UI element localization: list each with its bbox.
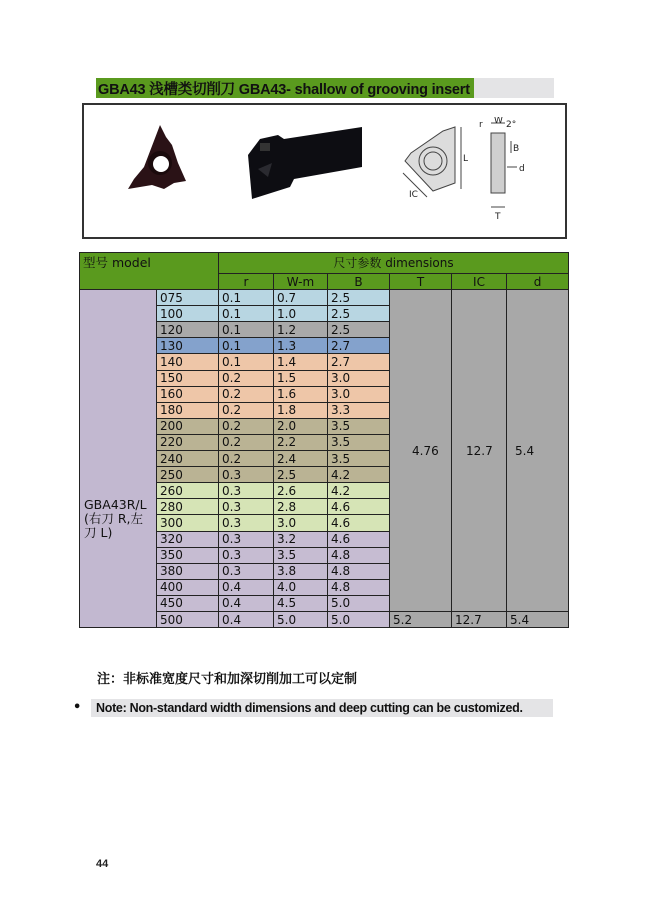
r-cell: 0.3 xyxy=(219,531,274,547)
b-cell: 2.7 xyxy=(328,354,390,370)
page-title: GBA43 浅槽类切削刀 GBA43- shallow of grooving insert xyxy=(98,81,470,98)
tool-holder-photo xyxy=(244,117,374,209)
wm-cell: 2.5 xyxy=(274,467,328,483)
code-cell: 130 xyxy=(157,338,219,354)
wm-cell: 2.0 xyxy=(274,418,328,434)
b-cell: 4.6 xyxy=(328,531,390,547)
col-header-t: T xyxy=(390,274,452,290)
wm-cell: 1.3 xyxy=(274,338,328,354)
drawing-label-d: d xyxy=(519,164,525,174)
header-dimensions: 尺寸参数 dimensions xyxy=(219,253,569,274)
header-model: 型号 model xyxy=(80,253,219,290)
wm-cell: 1.5 xyxy=(274,370,328,386)
model-name-line: (右刀 R,左 xyxy=(84,510,144,526)
wm-cell: 2.4 xyxy=(274,451,328,467)
code-cell: 120 xyxy=(157,322,219,338)
col-header-b: B xyxy=(328,274,390,290)
table-row xyxy=(80,290,569,306)
wm-cell: 1.2 xyxy=(274,322,328,338)
b-cell: 3.0 xyxy=(328,386,390,402)
code-cell: 300 xyxy=(157,515,219,531)
b-cell: 4.8 xyxy=(328,547,390,563)
b-cell: 3.5 xyxy=(328,451,390,467)
code-cell: 400 xyxy=(157,579,219,595)
b-cell: 4.2 xyxy=(328,483,390,499)
b-cell: 3.3 xyxy=(328,402,390,418)
b-cell: 2.5 xyxy=(328,290,390,306)
merged-ic-cell: 12.7 xyxy=(452,290,507,612)
title-highlight xyxy=(96,78,474,98)
drawing-label-b: B xyxy=(513,144,520,154)
b-cell: 2.5 xyxy=(328,322,390,338)
wm-cell: 3.0 xyxy=(274,515,328,531)
spec-table xyxy=(79,252,569,628)
drawing-label-angle: 2° xyxy=(506,120,517,130)
drawing-label-r: r xyxy=(479,120,483,130)
wm-cell: 4.5 xyxy=(274,595,328,611)
col-header-ic: IC xyxy=(452,274,507,290)
wm-cell: 3.8 xyxy=(274,563,328,579)
insert-photo xyxy=(122,123,194,193)
r-cell: 0.1 xyxy=(219,322,274,338)
wm-cell: 3.2 xyxy=(274,531,328,547)
note-chinese: 注：非标准宽度尺寸和加深切削加工可以定制 xyxy=(97,672,358,687)
code-cell: 380 xyxy=(157,563,219,579)
code-cell: 180 xyxy=(157,402,219,418)
wm-cell: 5.0 xyxy=(274,611,328,627)
r-cell: 0.3 xyxy=(219,563,274,579)
r-cell: 0.3 xyxy=(219,499,274,515)
code-cell: 100 xyxy=(157,306,219,322)
b-cell: 2.5 xyxy=(328,306,390,322)
r-cell: 0.1 xyxy=(219,354,274,370)
r-cell: 0.3 xyxy=(219,467,274,483)
r-cell: 0.2 xyxy=(219,370,274,386)
r-cell: 0.4 xyxy=(219,611,274,627)
r-cell: 0.2 xyxy=(219,386,274,402)
code-cell: 260 xyxy=(157,483,219,499)
bullet: • xyxy=(73,700,82,715)
last-d-cell: 5.4 xyxy=(507,611,569,627)
code-cell: 280 xyxy=(157,499,219,515)
technical-drawing xyxy=(399,117,539,225)
wm-cell: 0.7 xyxy=(274,290,328,306)
b-cell: 4.2 xyxy=(328,467,390,483)
wm-cell: 3.5 xyxy=(274,547,328,563)
wm-cell: 1.6 xyxy=(274,386,328,402)
r-cell: 0.4 xyxy=(219,579,274,595)
page-number: 44 xyxy=(96,858,109,870)
wm-cell: 1.8 xyxy=(274,402,328,418)
r-cell: 0.2 xyxy=(219,418,274,434)
code-cell: 350 xyxy=(157,547,219,563)
r-cell: 0.3 xyxy=(219,515,274,531)
r-cell: 0.2 xyxy=(219,451,274,467)
b-cell: 4.8 xyxy=(328,579,390,595)
code-cell: 075 xyxy=(157,290,219,306)
wm-cell: 4.0 xyxy=(274,579,328,595)
drawing-label-w: W xyxy=(494,117,503,126)
wm-cell: 1.4 xyxy=(274,354,328,370)
r-cell: 0.1 xyxy=(219,338,274,354)
code-cell: 160 xyxy=(157,386,219,402)
b-cell: 3.5 xyxy=(328,418,390,434)
product-images xyxy=(82,103,567,239)
merged-t-cell: 4.76 xyxy=(390,290,452,612)
wm-cell: 2.2 xyxy=(274,434,328,450)
col-header-d: d xyxy=(507,274,569,290)
r-cell: 0.1 xyxy=(219,306,274,322)
drawing-label-ic: IC xyxy=(409,190,418,200)
col-header-r: r xyxy=(219,274,274,290)
b-cell: 5.0 xyxy=(328,595,390,611)
b-cell: 5.0 xyxy=(328,611,390,627)
b-cell: 3.0 xyxy=(328,370,390,386)
drawing-label-t: T xyxy=(495,212,501,222)
model-name-line: GBA43R/L xyxy=(84,496,147,512)
model-name-cell xyxy=(80,290,157,628)
r-cell: 0.1 xyxy=(219,290,274,306)
b-cell: 2.7 xyxy=(328,338,390,354)
code-cell: 240 xyxy=(157,451,219,467)
code-cell: 140 xyxy=(157,354,219,370)
wm-cell: 2.6 xyxy=(274,483,328,499)
last-t-cell: 5.2 xyxy=(390,611,452,627)
r-cell: 0.4 xyxy=(219,595,274,611)
note-english: Note: Non-standard width dimensions and deep cutting can be customized. xyxy=(96,701,523,715)
r-cell: 0.2 xyxy=(219,434,274,450)
code-cell: 150 xyxy=(157,370,219,386)
last-ic-cell: 12.7 xyxy=(452,611,507,627)
code-cell: 320 xyxy=(157,531,219,547)
r-cell: 0.3 xyxy=(219,547,274,563)
r-cell: 0.3 xyxy=(219,483,274,499)
wm-cell: 1.0 xyxy=(274,306,328,322)
b-cell: 4.8 xyxy=(328,563,390,579)
code-cell: 250 xyxy=(157,467,219,483)
code-cell: 500 xyxy=(157,611,219,627)
code-cell: 220 xyxy=(157,434,219,450)
r-cell: 0.2 xyxy=(219,402,274,418)
b-cell: 3.5 xyxy=(328,434,390,450)
b-cell: 4.6 xyxy=(328,515,390,531)
merged-d-cell: 5.4 xyxy=(507,290,569,612)
code-cell: 450 xyxy=(157,595,219,611)
title-bar xyxy=(96,78,554,98)
drawing-label-l: L xyxy=(463,154,469,164)
b-cell: 4.6 xyxy=(328,499,390,515)
wm-cell: 2.8 xyxy=(274,499,328,515)
col-header-wm: W-m xyxy=(274,274,328,290)
model-name-line: 刀 L) xyxy=(84,524,113,540)
code-cell: 200 xyxy=(157,418,219,434)
